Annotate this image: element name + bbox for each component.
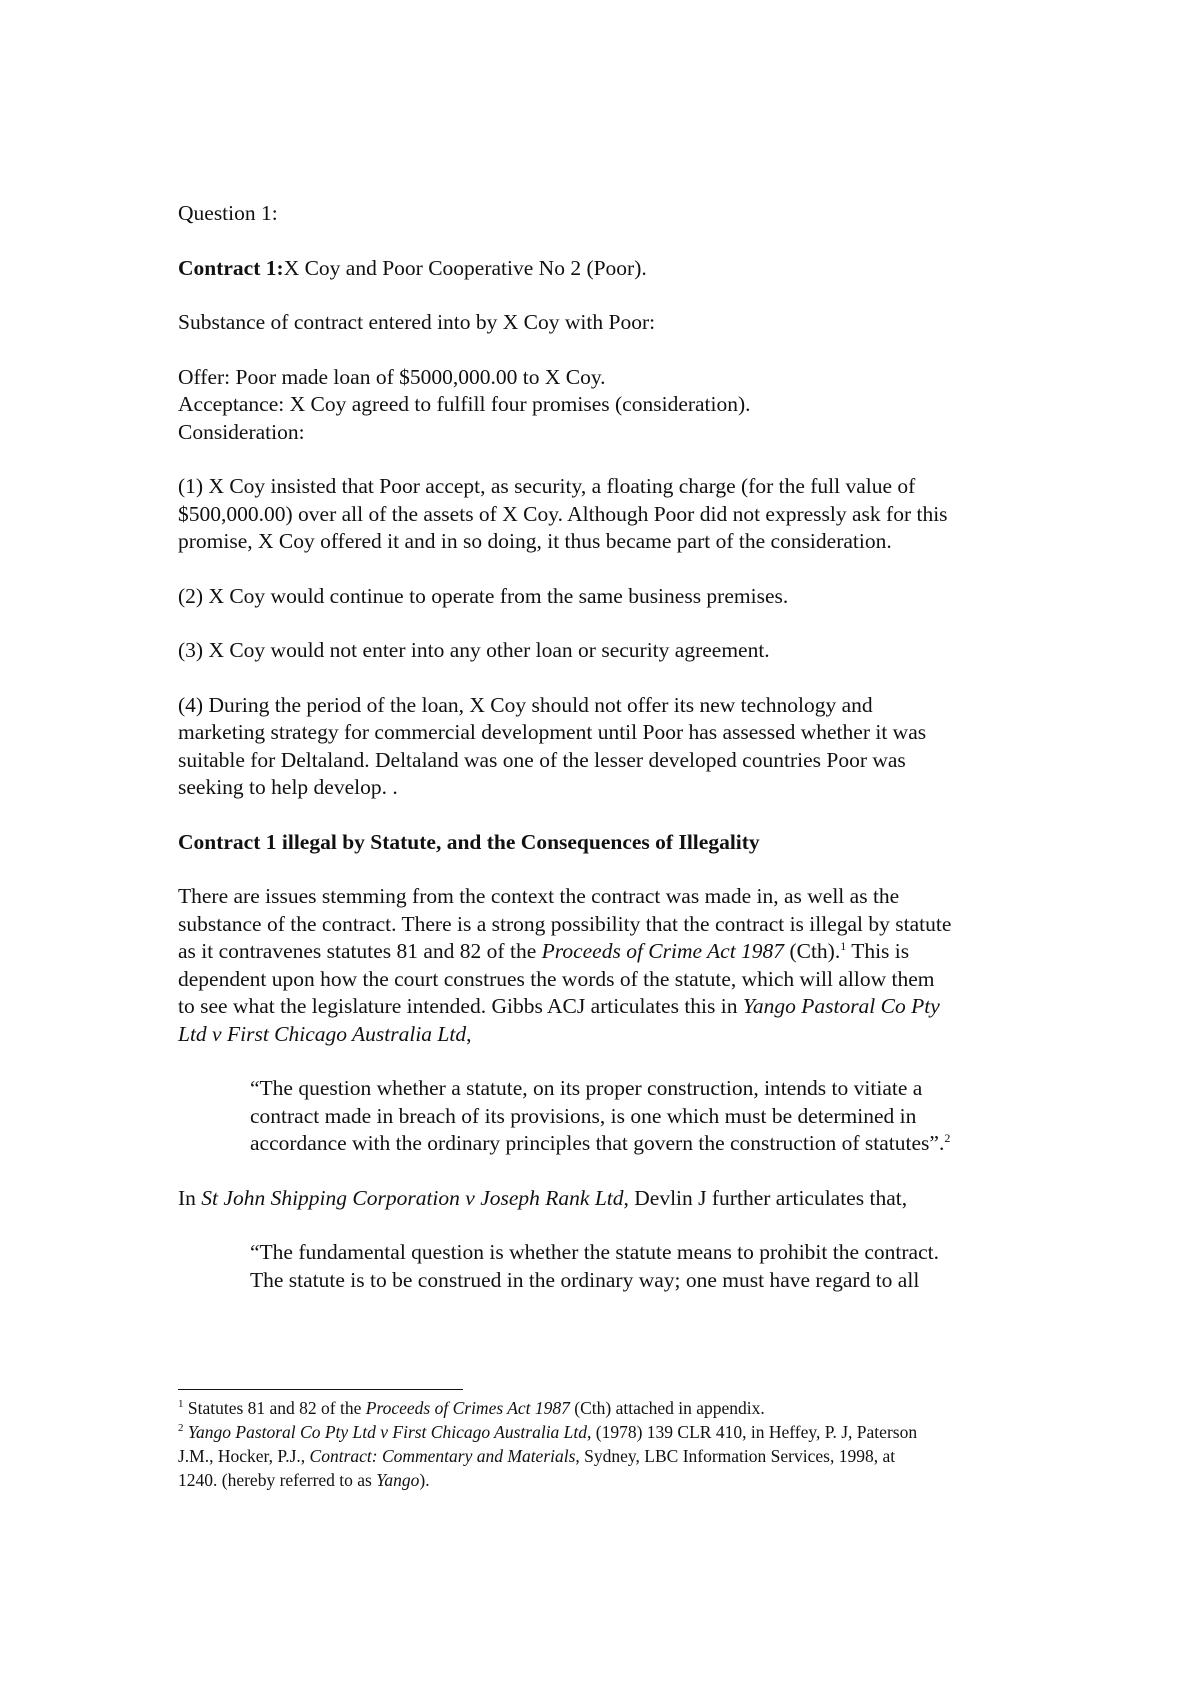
contract-label: Contract 1: [178,255,284,280]
act-title: Proceeds of Crime Act 1987 [541,939,785,963]
footnote-1: $^1$ Statutes 81 and 82 of the Proceeds of Crimes Act 1987 (Cth) attached in appendix. [178,1398,765,1418]
case-name: Ltd v First Chicago Australia Ltd [178,1021,467,1046]
substance-line: Substance of contract entered into by X Coy with Poor: [178,310,656,334]
offer-line: Offer: Poor made loan of $5000,000.00 to X Coy. [178,364,606,389]
acceptance-line: Acceptance: X Coy agreed to fulfill four promises (consideration). [178,392,751,416]
contract-parties: X Coy and Poor Cooperative No 2 (Poor). [283,255,647,280]
case-name: St John Shipping Corporation v Joseph Rank Ltd [201,1185,624,1210]
block-quote-yango: “The question whether a statute, on its proper construction, intends to vitiate a contract made in breach of its provisions, is one which must be determined in accordance with the ordinary principles that govern the construction of statutes”.$^2$ [250,1076,951,1155]
promise-3: (3) X Coy would not enter into any other loan or security agreement. [178,638,770,662]
promise-2: (2) X Coy would continue to operate from the same business premises. [178,583,789,608]
footnotes [178,1389,1038,1492]
block-quote-devlin: “The fundamental question is whether the statute means to prohibit the contract. The statute is to be construed in the ordinary way; one must have regard to all [250,1240,939,1292]
contract-line [178,255,1038,283]
document-body [178,200,1038,1294]
promise-4: (4) During the period of the loan, X Coy should not offer its new technology and marketing strategy for commercial development until Poor has assessed whether it was suitable for Deltaland. Deltaland was one of the lesser developed countries Poor was seeking to help develop. . [178,692,927,799]
question-heading: Question 1: [178,201,278,225]
footnote-ref-1[interactable]: 1 [840,938,847,953]
footnote-separator [178,1389,463,1390]
case-name: Yango Pastoral Co Pty [742,994,940,1018]
footnote-2: $^2$ Yango Pastoral Co Pty Ltd v First Chicago Australia Ltd, (1978) 139 CLR 410, in Heffey, P. J, Paterson J.M., Hocker, P.J., Contract: Commentary and Materials, Sydney, LBC Information Services, 1998, at 1240. (hereby referred to as Yango). [178,1422,918,1490]
section-heading: Contract 1 illegal by Statute, and the Consequences of Illegality [178,829,760,854]
promise-1: (1) X Coy insisted that Poor accept, as security, a floating charge (for the full value of $500,000.00) over all of the assets of X Coy. Although Poor did not expressly ask for this promise, X Coy offered it and in so doing, it thus became part of the consideration. [178,474,948,553]
paragraph-st-john: In St John Shipping Corporation v Joseph Rank Ltd, Devlin J further articulates that, [178,1185,908,1210]
consideration-line: Consideration: [178,419,305,444]
footnote-ref-2[interactable]: 2 [944,1130,951,1145]
paragraph-statute: There are issues stemming from the context the contract was made in, as well as the substance of the contract. There is a strong possibility that the contract is illegal by statute as it contravenes statutes 81 and 82 of the Proceeds of Crime Act 1987 (Cth).$^1$ This is dependent upon how the court construes the words of the statute, which will allow them to see what the legislature intended. Gibbs ACJ articulates this in Yango Pastoral Co Pty Ltd v First Chicago Australia Ltd, [178,884,952,1046]
